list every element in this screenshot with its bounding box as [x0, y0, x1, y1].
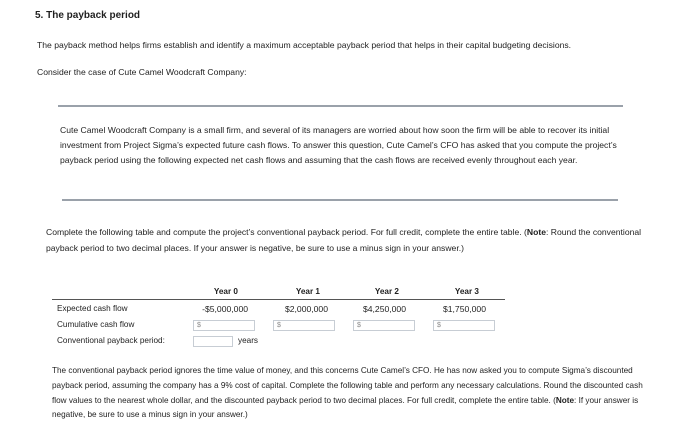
- outro-lead: The conventional payback period ignores the time value of money, and this concerns Cute Camel’s CFO. He has now asked you to compute Sigma’s discounted payback period, assuming the company has a 9% cost of capital. Complete the following table and perform any necessary calculations. Round the discounted cash flow values to the nearest whole dollar, and the discounted payback period to two decimal places. For full credit, complete the entire table. (: [52, 366, 643, 405]
- cumulative-cash-flow-input-year-1[interactable]: [273, 320, 335, 331]
- outro-tail: : If your answer is negative, be sure to use a minus sign in your answer.): [52, 395, 639, 420]
- note-label: Note: [526, 227, 546, 237]
- note-label: Note: [555, 395, 575, 405]
- divider-bottom: [62, 199, 618, 201]
- intro-text: The payback method helps firms establish and identify a maximum acceptable payback period that helps in their capital budgeting decisions.: [37, 40, 572, 50]
- expected-cash-flow-year-0: -$5,000,000: [202, 304, 248, 314]
- expected-cash-flow-year-3: $1,750,000: [442, 304, 486, 314]
- payback-period-input[interactable]: [193, 336, 233, 347]
- cumulative-cash-flow-input-year-2[interactable]: [353, 320, 415, 331]
- col-header-year-1: Year 1: [295, 287, 320, 296]
- instructions-tail: : Round the conventional payback period to two decimal places. If your answer is negative, be sure to use a minus sign in your answer.): [46, 227, 642, 253]
- row-label-expected-cash-flow: Expected cash flow: [57, 304, 128, 313]
- col-header-year-0: Year 0: [213, 287, 238, 296]
- instructions-lead: Complete the following table and compute the project’s conventional payback period. For full credit, complete the entire table. (: [46, 227, 527, 237]
- currency-prefix: $: [277, 322, 281, 329]
- question-title: 5. The payback period: [35, 10, 141, 21]
- currency-prefix: $: [357, 322, 361, 329]
- currency-prefix: $: [197, 322, 201, 329]
- case-context-text: Cute Camel Woodcraft Company is a small firm, and several of its managers are worried about how soon the firm will be able to recover its initial investment from Project Sigma’s expected future cash flows. To answer this question, Cute Camel’s CFO has asked that you compute the project’s payback period using the following expected net cash flows and assuming that the cash flows are received evenly throughout each year.: [60, 125, 617, 166]
- cumulative-cash-flow-input-year-0[interactable]: [193, 320, 255, 331]
- currency-prefix: $: [437, 322, 441, 329]
- col-header-year-3: Year 3: [454, 287, 479, 296]
- row-label-cumulative-cash-flow: Cumulative cash flow: [57, 320, 135, 329]
- table-header-divider: [52, 299, 505, 300]
- row-label-payback-period: Conventional payback period:: [57, 336, 165, 345]
- divider-top: [58, 105, 623, 107]
- discounted-payback-instructions: [52, 364, 652, 423]
- expected-cash-flow-year-1: $2,000,000: [284, 304, 328, 314]
- case-intro-text: Consider the case of Cute Camel Woodcraft Company:: [37, 67, 247, 77]
- col-header-year-2: Year 2: [374, 287, 399, 296]
- cumulative-cash-flow-input-year-3[interactable]: [433, 320, 495, 331]
- instructions-text: [46, 225, 646, 256]
- expected-cash-flow-year-2: $4,250,000: [362, 304, 406, 314]
- years-unit-label: years: [238, 336, 259, 345]
